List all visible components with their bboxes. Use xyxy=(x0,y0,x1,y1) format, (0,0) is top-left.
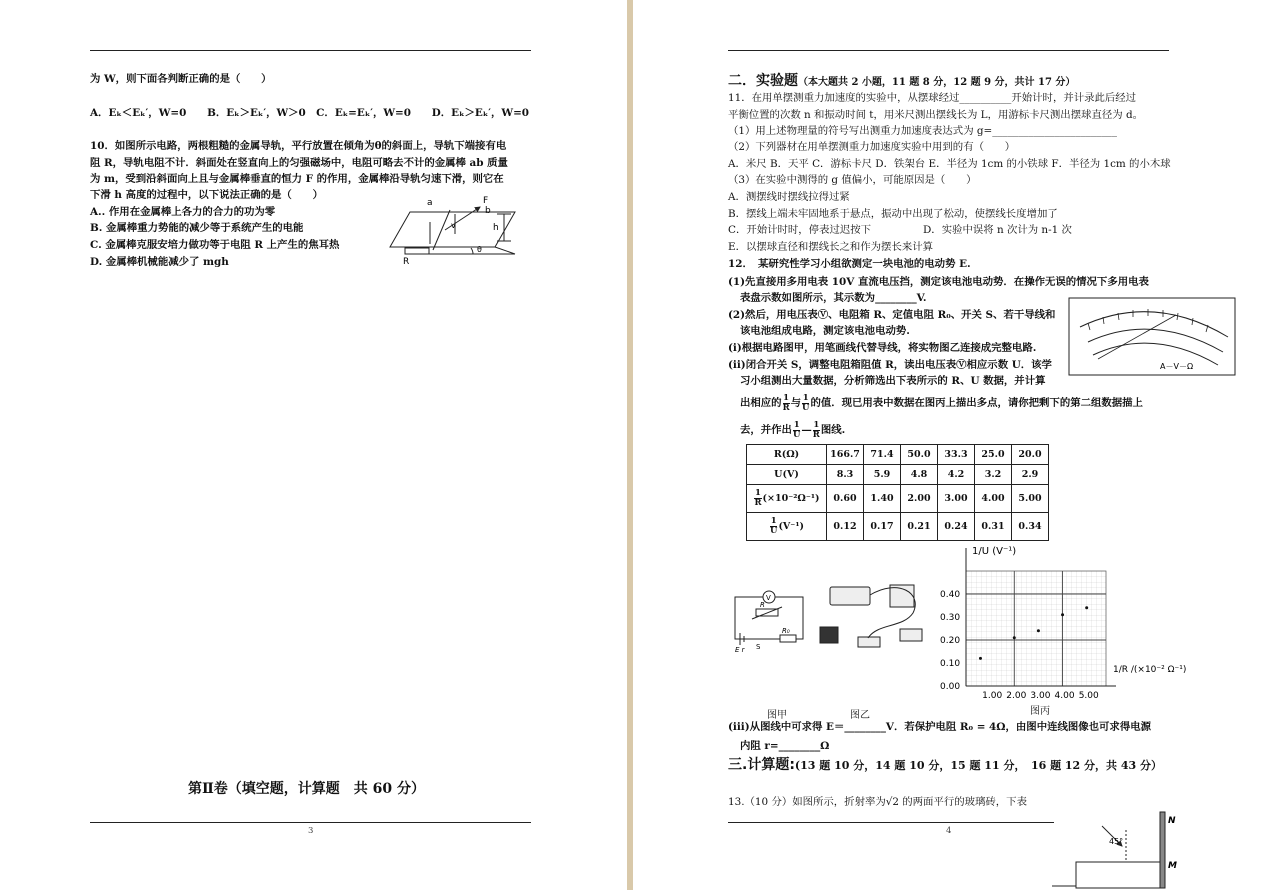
q10-option-d: D. 金属棒机械能减少了 mgh xyxy=(90,256,229,268)
q12-line-1: 12． 某研究性学习小组欲测定一块电池的电动势 E. xyxy=(728,258,971,270)
frac-1-over-r-2: $\frac{1}{R}$ xyxy=(812,419,820,440)
incline-rail-figure xyxy=(385,192,535,267)
footer-rule-left xyxy=(90,822,531,823)
meter-label: A－V－Ω xyxy=(1160,362,1194,371)
caption-yi: 图乙 xyxy=(850,710,870,721)
apparatus-photo xyxy=(818,583,933,655)
fig-label-f: F xyxy=(483,196,489,206)
q11-line-2: 平衡位置的次数 n 和振动时间 t，用米尺测出摆线长为 L，用游标卡尺测出摆球直径为 d。 xyxy=(728,109,1143,121)
x-tick-label: 3.00 xyxy=(1030,691,1051,701)
calc-heading: 三.计算题: xyxy=(728,757,795,773)
row-label-r: R(Ω) xyxy=(747,445,827,465)
header-rule xyxy=(90,50,531,51)
q12-line-3: 表盘示数如图所示，其示数为________V. xyxy=(740,292,927,304)
q12-iii-r: 内阻 r=________Ω xyxy=(740,740,830,752)
q13-text: 13.（10 分）如图所示，折射率为√2 的两面平行的玻璃砖，下表 xyxy=(728,796,1027,808)
svg-text:R: R xyxy=(760,601,765,609)
header-rule-right xyxy=(728,50,1169,51)
section-2-title: 第Ⅱ卷（填空题，计算题 共 60 分） xyxy=(188,781,426,797)
fig-label-r: R xyxy=(403,257,410,267)
x-tick-label: 4.00 xyxy=(1054,691,1075,701)
data-point xyxy=(979,657,982,660)
q10-option-c: C. 金属棒克服安培力做功等于电阻 R 上产生的焦耳热 xyxy=(90,239,340,251)
q12-line-8: 习小组测出大量数据，分析筛选出下表所示的 R、U 数据，并计算 xyxy=(740,375,1046,387)
chart-y-label: 1/U (V⁻¹) xyxy=(972,546,1017,557)
frac-1-over-u: $\frac{1}{U}$ xyxy=(802,392,810,413)
row-label-inv-r: $\frac{1}{R}$ (×10⁻²Ω⁻¹) xyxy=(747,485,827,513)
q11-options: A．米尺 B．天平 C．游标卡尺 D．铁架台 E．半径为 1cm 的小铁球 F．半径为 1cm 的小木球 xyxy=(728,158,1171,170)
q10-option-b: B. 金属棒重力势能的减少等于系统产生的电能 xyxy=(90,222,304,234)
q11-opt-b: B．摆线上端未牢固地系于悬点，振动中出现了松动，使摆线长度增加了 xyxy=(728,208,1058,220)
data-table xyxy=(746,444,1049,541)
frac-1-over-r: $\frac{1}{R}$ xyxy=(782,392,790,413)
q12-line-9a: 出相应的 xyxy=(740,397,782,409)
data-point xyxy=(1013,636,1016,639)
q11-part-1: （1）用上述物理量的符号写出测重力加速度表达式为 g=________________________ xyxy=(728,125,1117,137)
q10-line-1: 10．如图所示电路，两根粗糙的金属导轨，平行放置在倾角为θ的斜面上，导轨下端接有电 xyxy=(90,140,507,152)
circuit-diagram xyxy=(730,585,810,655)
q11-opt-a: A．测摆线时摆线拉得过紧 xyxy=(728,191,850,203)
multimeter-dial xyxy=(1068,297,1238,377)
q12-line-7: (ii)闭合开关 S，调整电阻箱阻值 R，读出电压表Ⓥ相应示数 U．该学 xyxy=(728,359,1052,371)
fig-label-m: M xyxy=(1168,861,1177,871)
q12-iii: (iii)从图线中可求得 E＝________V．若保护电阻 R₀ = 4Ω，由图中连线图像也可求得电源 xyxy=(728,721,1151,733)
q12-line-9b: 与 xyxy=(790,397,802,409)
row-label-inv-u: $\frac{1}{U}$ (V⁻¹) xyxy=(747,513,827,541)
table-row: U(V) 8.3 5.9 4.8 4.2 3.2 2.9 xyxy=(747,465,1049,485)
q11-part-3: （3）在实验中测得的 g 值偏小，可能原因是（ ） xyxy=(728,174,977,186)
q9-options: A．Eₖ＜Eₖ′，W=0 B．Eₖ＞Eₖ′，W＞0 C．Eₖ=Eₖ′，W=0 D．Eₖ＞Eₖ′，W=0 xyxy=(90,107,530,119)
svg-text:S: S xyxy=(756,643,761,651)
q11-opt-cd: C．开始计时时，停表过迟按下 D．实验中误将 n 次计为 n-1 次 xyxy=(728,224,1072,236)
q9-stem-end: 为 W，则下面各判断正确的是（ ） xyxy=(90,73,272,85)
table-row: $\frac{1}{R}$ (×10⁻²Ω⁻¹) 0.60 1.40 2.00 3.00 4.00 5.00 xyxy=(747,485,1049,513)
glass-figure xyxy=(1052,810,1182,890)
q12-line-9 xyxy=(740,390,1143,416)
x-tick-label: 1.00 xyxy=(982,691,1003,701)
chart-x-label: 1/R /(×10⁻² Ω⁻¹) xyxy=(1113,665,1187,675)
q11-line-1: 11．在用单摆测重力加速度的实验中，从摆球经过__________开始计时，并计录此后经过 xyxy=(728,92,1137,104)
y-tick-label: 0.20 xyxy=(940,636,961,646)
svg-text:R₀: R₀ xyxy=(782,627,790,635)
fig-label-theta: θ xyxy=(477,245,482,254)
fig-label-b: b xyxy=(485,206,491,216)
q11-part-2: （2）下列器材在用单摆测重力加速度实验中用到的有（ ） xyxy=(728,141,1016,153)
q12-line-10: 去，并作出 $\frac{1}{U}$ — $\frac{1}{R}$ 图线. xyxy=(740,419,846,440)
experiment-title: 二．实验题 xyxy=(728,73,798,89)
table-row: R(Ω) 166.7 71.4 50.0 33.3 25.0 20.0 xyxy=(747,445,1049,465)
q12-line-10a: 去，并作出 xyxy=(740,424,792,436)
page-number-4: 4 xyxy=(946,826,952,836)
svg-text:V: V xyxy=(766,594,771,602)
frac-1-over-u-2: $\frac{1}{U}$ xyxy=(792,419,801,440)
y-tick-label: 0.30 xyxy=(940,613,961,623)
chart-1u-vs-1r xyxy=(936,538,1191,708)
q12-line-5: 该电池组成电路，测定该电池电动势. xyxy=(740,325,910,337)
page-gutter xyxy=(627,0,633,890)
svg-text:E r: E r xyxy=(735,646,745,654)
chart-y-ticks xyxy=(940,590,960,692)
y-tick-label: 0.40 xyxy=(940,590,961,600)
fig-label-h: h xyxy=(493,223,499,233)
y-tick-label: 0.00 xyxy=(940,682,961,692)
page-number-3: 3 xyxy=(308,826,314,836)
q10-line-3: 为 m，受到沿斜面向上且与金属棒垂直的恒力 F 的作用，金属棒沿导轨匀速下滑，则它在 xyxy=(90,173,504,185)
caption-bing: 图丙 xyxy=(1030,706,1050,717)
q12-line-2: (1)先直接用多用电表 10V 直流电压挡，测定该电池电动势．在操作无误的情况下多用电表 xyxy=(728,276,1149,288)
calc-heading-row xyxy=(728,756,1162,775)
data-point xyxy=(1037,629,1040,632)
caption-jia: 图甲 xyxy=(767,710,787,721)
table-row: $\frac{1}{U}$ (V⁻¹) 0.12 0.17 0.21 0.24 0.31 0.34 xyxy=(747,513,1049,541)
data-point xyxy=(1061,613,1064,616)
footer-rule-right xyxy=(728,822,1054,823)
data-point xyxy=(1085,606,1088,609)
fig-label-v: v xyxy=(451,221,456,230)
q12-line-4: (2)然后，用电压表Ⓥ、电阻箱 R、定值电阻 R₀、开关 S、若干导线和 xyxy=(728,309,1056,321)
experiment-note: （本大题共 2 小题，11 题 8 分，12 题 9 分，共计 17 分） xyxy=(798,77,1076,88)
x-tick-label: 2.00 xyxy=(1006,691,1027,701)
fig-label-45: 45° xyxy=(1109,837,1124,846)
q12-line-9c: 的值．现已用表中数据在图丙上描出多点，请你把剩下的第二组数据描上 xyxy=(810,397,1143,409)
fig-label-a: a xyxy=(427,198,433,208)
q12-line-10b: 图线. xyxy=(820,424,846,436)
fig-label-n: N xyxy=(1168,816,1176,826)
q11-opt-e: E．以摆球直径和摆线长之和作为摆长来计算 xyxy=(728,241,934,253)
chart-x-ticks xyxy=(982,691,1099,701)
calc-note: (13 题 10 分，14 题 10 分，15 题 11 分， 16 题 12 分，共 43 分） xyxy=(794,759,1163,772)
chart-grid xyxy=(966,571,1106,686)
q10-line-2: 阻 R，导轨电阻不计．斜面处在竖直向上的匀强磁场中，电阻可略去不计的金属棒 ab 质量 xyxy=(90,157,508,169)
experiment-heading xyxy=(728,73,1075,91)
q12-line-6: (i)根据电路图甲，用笔画线代替导线，将实物图乙连接成完整电路. xyxy=(728,342,1037,354)
q10-line-4: 下滑 h 高度的过程中，以下说法正确的是（ ） xyxy=(90,189,323,201)
x-tick-label: 5.00 xyxy=(1078,691,1099,701)
row-label-u: U(V) xyxy=(747,465,827,485)
y-tick-label: 0.10 xyxy=(940,659,961,669)
q10-option-a: A.. 作用在金属棒上各力的合力的功为零 xyxy=(90,206,276,218)
